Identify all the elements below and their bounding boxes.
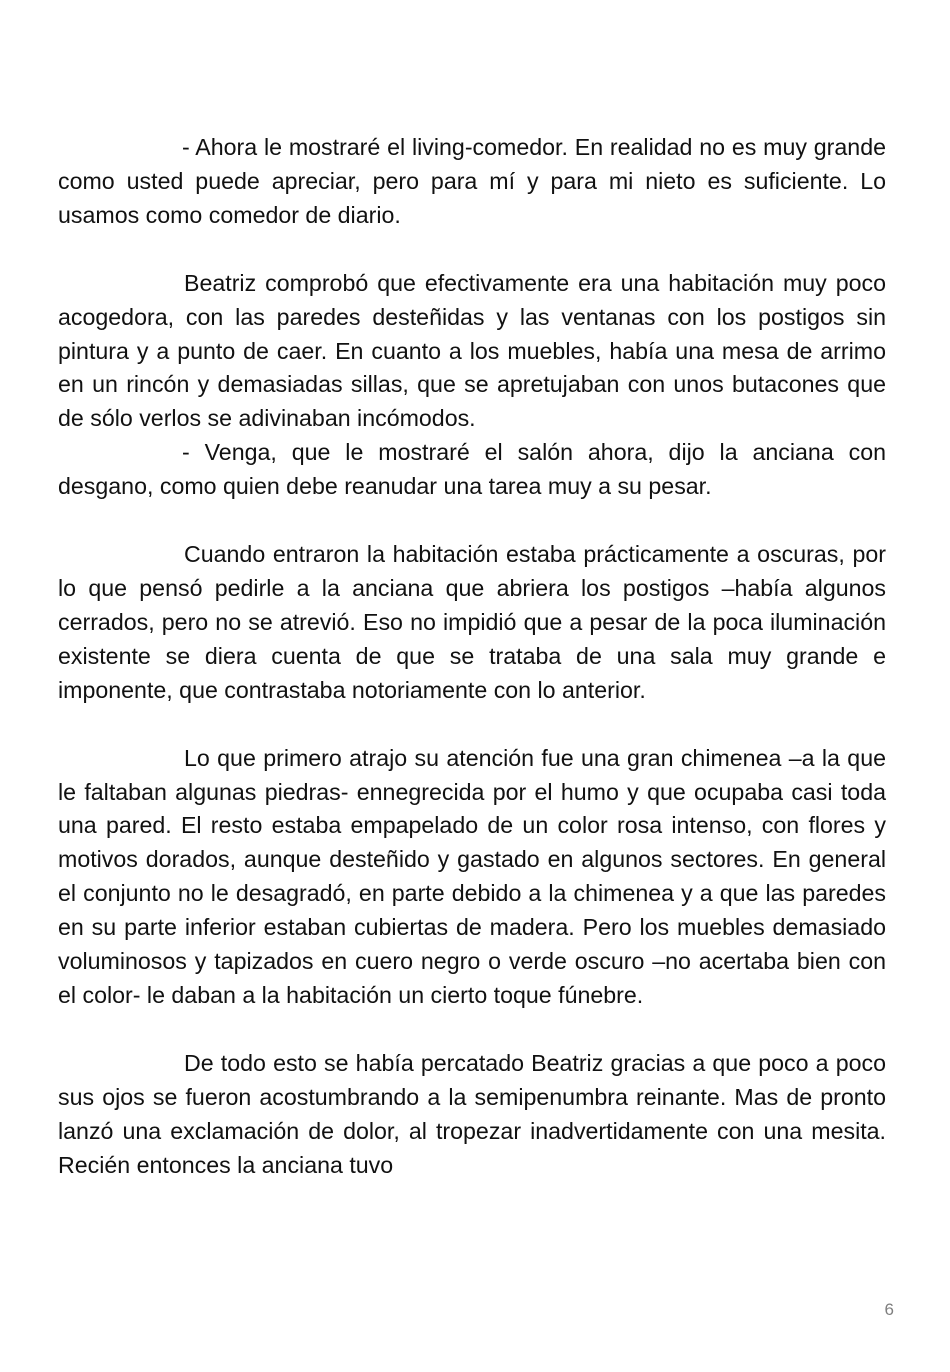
paragraph-exclamation: De todo esto se había percatado Beatriz gracias a que poco a poco sus ojos se fueron acostumbrando a la semipenumbra reinante. Mas de pronto lanzó una exclamación de dolor, al tropezar inadvertidamente con una mesita. Recién entonces la anciana tuvo [58,1049,886,1178]
paragraph-dialogue-living-room: - Ahora le mostraré el living-comedor. En realidad no es muy grande como usted puede apreciar, pero para mí y para mi nieto es suficiente. Lo usamos como comedor de diario. [58,134,886,228]
page-number: 6 [884,1300,894,1319]
paragraph-beatriz-checks-room: Beatriz comprobó que efectivamente era una habitación muy poco acogedora, con las paredes desteñidas y las ventanas con los postigos sin pintura y a punto de caer. En cuanto a los muebles, había una mesa de arrimo en un rincón y demasiadas sillas, que se apretujaban con unos butacones que de sólo verlos se adivinaban incómodos. [58,269,886,432]
body-text [58,131,886,1182]
paragraph-dark-room: Cuando entraron la habitación estaba prácticamente a oscuras, por lo que pensó pedirle a la anciana que abriera los postigos –había algunos cerrados, pero no se atrevió. Eso no impidió que a pesar de la poca iluminación existente se diera cuenta de que se trataba de una sala muy grande e imponente, que contrastaba notoriamente con lo anterior. [58,541,886,703]
paragraph-chimney: Lo que primero atrajo su atención fue una gran chimenea –a la que le faltaban algunas piedras- ennegrecida por el humo y que ocupaba casi toda una pared. El resto estaba empapelado de un color rosa intenso, con flores y motivos dorados, aunque desteñido y gastado en algunos sectores. En general el conjunto no le desagradó, en parte debido a la chimenea y a que las paredes en su parte inferior estaban cubiertas de madera. Pero los muebles demasiado voluminosos y tapizados en cuero negro o verde oscuro –no acertaba bien con el color- le daban a la habitación un cierto toque fúnebre. [58,744,886,1008]
paragraph-dialogue-salon: - Venga, que le mostraré el salón ahora, dijo la anciana con desgano, como quien debe reanudar una tarea muy a su pesar. [58,439,886,500]
